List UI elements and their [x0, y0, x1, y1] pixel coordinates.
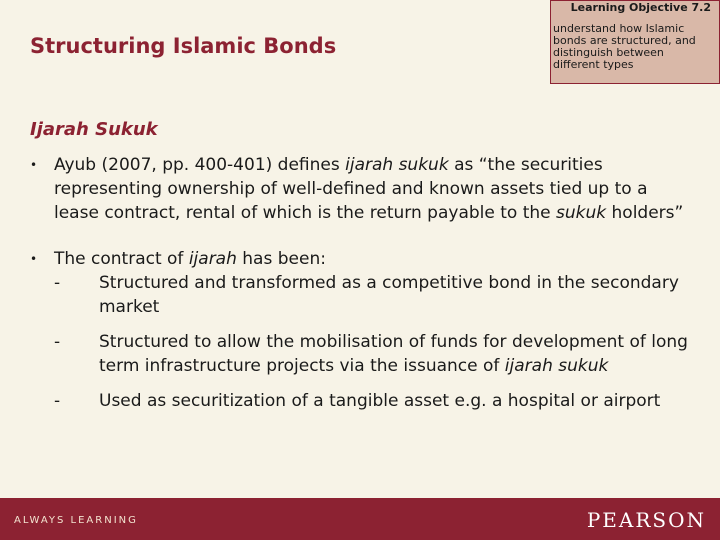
bullet-text-italic-segment: ijarah: [188, 249, 237, 269]
bullet-text-segment: holders”: [606, 203, 684, 223]
bullet-text: [54, 155, 683, 223]
bullet-text-segment: Ayub (2007, pp. 400-401) defines: [54, 155, 346, 175]
bullet-text-italic-segment: ijarah sukuk: [345, 155, 449, 175]
bullet-text-segment: as “the securities representing ownership of well-defined and known assets tied up to a lease contract, rental of which is the return payable to the: [54, 155, 648, 223]
bullet-list: [30, 153, 690, 413]
pearson-logo: PEARSON: [586, 508, 706, 532]
sub-item-mobilisation: [54, 330, 690, 378]
sub-item-marker: -: [54, 391, 61, 411]
sub-item-text: [99, 332, 688, 376]
footer-bar: [0, 498, 720, 540]
sub-item-text-segment: Structured to allow the mobilisation of funds for development of long term infrastructure projects via the issuance of: [99, 332, 688, 376]
sub-item-text-italic-segment: ijarah sukuk: [504, 356, 609, 376]
sub-item-marker: -: [54, 332, 61, 352]
footer-tagline: ALWAYS LEARNING: [14, 515, 138, 526]
slide-title: Structuring Islamic Bonds: [30, 34, 337, 58]
sub-item-text: Structured and transformed as a competitive bond in the secondary market: [99, 273, 679, 317]
learning-objective-box: [550, 0, 720, 84]
bullet-text-segment: has been:: [236, 249, 326, 269]
sub-item-text: Used as securitization of a tangible asset e.g. a hospital or airport: [99, 391, 661, 411]
bullet-text: [54, 249, 326, 269]
learning-objective-heading: Learning Objective 7.2: [570, 1, 711, 14]
sub-item-securitization: [54, 389, 690, 413]
sub-bullet-list: [54, 271, 690, 413]
sub-item-competitive-bond: [54, 271, 690, 319]
bullet-text-italic-segment: sukuk: [556, 203, 607, 223]
learning-objective-text: understand how Islamic bonds are structured, and distinguish between different types: [553, 22, 696, 71]
section-heading: Ijarah Sukuk: [30, 119, 158, 140]
bullet-marker: •: [30, 158, 38, 172]
bullet-text-segment: The contract of: [54, 249, 189, 269]
bullet-marker: •: [30, 252, 38, 266]
bullet-item-contract: [30, 247, 690, 413]
sub-item-marker: -: [54, 273, 61, 293]
bullet-item-definition: [30, 153, 690, 225]
